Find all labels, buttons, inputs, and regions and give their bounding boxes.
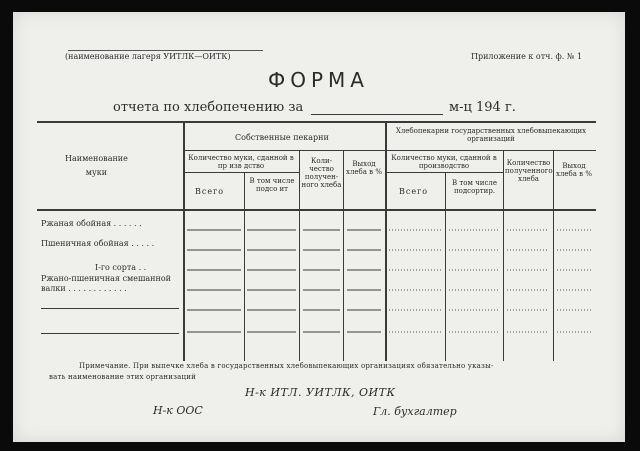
total-state-header: Всего <box>399 187 429 196</box>
incl-state-header: В том числе подсортир. <box>452 179 497 195</box>
row-line <box>41 333 179 334</box>
bread-received-own-header: Коли-чество получен-ного хлеба <box>301 157 342 189</box>
camp-name-line <box>68 50 263 51</box>
signature-oos: Н-к ООС <box>153 404 203 417</box>
own-bakeries-header: Собственные пекарни <box>235 133 329 142</box>
flour-quantity-own-header: Количество муки, сданной в пр изв дство <box>188 154 294 170</box>
form-period: м-ц 194 г. <box>449 100 516 115</box>
form-title: ФОРМА <box>268 68 369 92</box>
bread-received-state-header: Количество полученного хлеба <box>505 159 553 183</box>
table-top-border <box>37 121 596 123</box>
signature-head: Н-к ИТЛ. УИТЛК, ОИТК <box>245 386 396 399</box>
table-header-bottom <box>37 209 596 211</box>
note-line-2: вать наименование этих организаций <box>49 373 196 381</box>
form-subtitle: отчета по хлебопечению за <box>113 100 304 115</box>
row-label-mixed-cont: валки . . . . . . . . . . . . <box>41 284 127 293</box>
appendix-label: Приложение к отч. ф. № 1 <box>471 52 583 61</box>
total-own-header: Всего <box>195 187 225 196</box>
flour-name-header: Наименование муки <box>65 154 128 177</box>
row-label-rye: Ржаная обойная . . . . . . <box>41 219 142 228</box>
flour-quantity-state-header: Количество муки, сданной в производство <box>391 154 497 170</box>
note-line-1: Примечание. При выпечке хлеба в государственных хлебовыпекающих организациях обязательно указы- <box>79 362 494 370</box>
incl-own-header: В том числе подсо ит <box>249 177 295 193</box>
row-label-mixed: Ржано-пшеничная смешанной <box>41 274 171 283</box>
document-sheet <box>13 12 625 442</box>
table-group-line <box>183 150 596 151</box>
state-bakeries-header: Хлебопекарни государственных хлебовыпекающих организаций <box>395 127 587 143</box>
table-group-line <box>183 172 299 173</box>
period-blank-line <box>311 114 443 115</box>
table-group-line <box>385 172 503 173</box>
table-body-rules <box>183 212 596 362</box>
bread-yield-state-header: Выход хлеба в % <box>556 162 592 178</box>
signature-accountant: Гл. бухгалтер <box>373 405 457 418</box>
camp-name-caption: (наименование лагеря УИТЛК—ОИТК) <box>65 52 231 61</box>
row-label-first-grade: I-го сорта . . <box>95 263 147 272</box>
bread-yield-own-header: Выход хлеба в % <box>346 160 382 176</box>
row-line <box>41 308 179 309</box>
row-label-wheat: Пшеничная обойная . . . . . <box>41 239 155 248</box>
